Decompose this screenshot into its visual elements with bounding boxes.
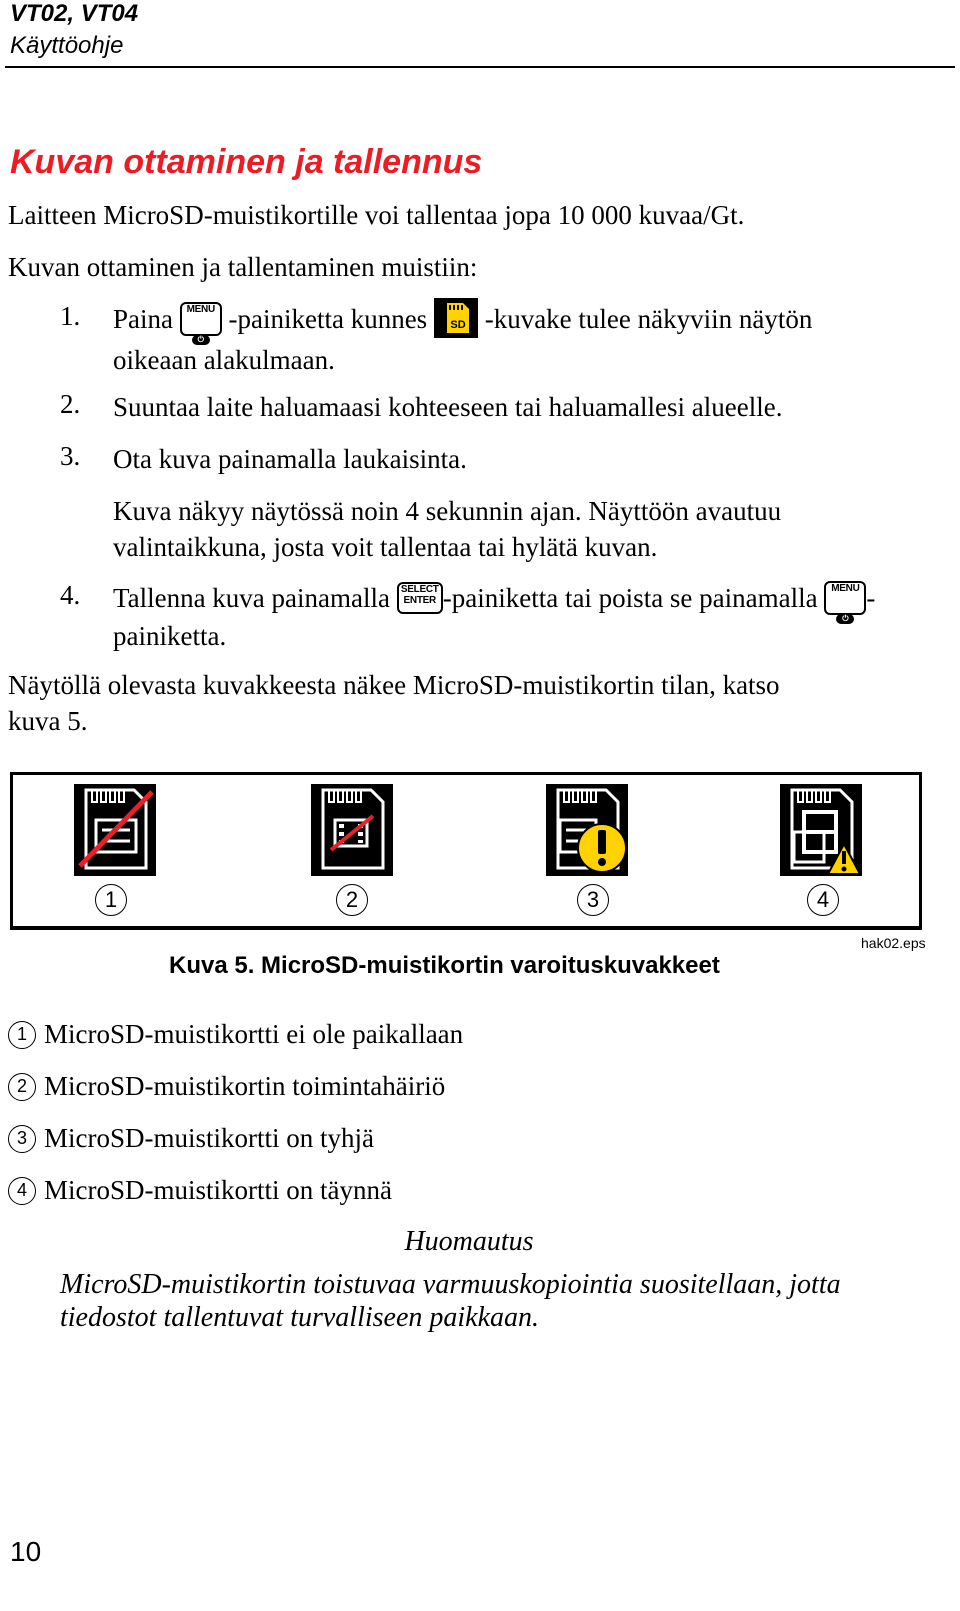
sd-card-malfunction-icon — [311, 784, 393, 876]
legend-text: MicroSD-muistikortti on täynnä — [44, 1175, 392, 1205]
note-heading: Huomautus — [404, 1226, 534, 1257]
legend-item — [8, 1123, 374, 1159]
select-enter-button-icon — [397, 582, 443, 614]
figure-callout-1: 1 — [95, 884, 127, 916]
legend-number: 4 — [8, 1177, 36, 1205]
step-3-text: Ota kuva painamalla laukaisinta. — [113, 444, 467, 474]
sd-card-icon-label: SD — [450, 318, 466, 331]
page-number: 10 — [10, 1536, 42, 1567]
menu-button-label: MENU — [831, 582, 860, 594]
header-document-type: Käyttöohje — [10, 32, 124, 59]
power-symbol-icon: ⏻ — [192, 335, 210, 345]
sd-card-icon-graphic — [434, 298, 478, 338]
legend-number: 3 — [8, 1125, 36, 1153]
note-text — [60, 1268, 920, 1334]
sd-card-empty-icon — [546, 784, 628, 876]
step-4-part-c: - — [866, 583, 876, 613]
menu-button-icon — [824, 581, 866, 623]
step-1-text — [113, 301, 812, 378]
figure-file-name: hak02.eps — [861, 935, 926, 951]
sd-card-missing-icon — [74, 784, 156, 876]
step-4-text — [113, 580, 875, 654]
status-paragraph-line-2: kuva 5. — [8, 706, 88, 736]
step-3-number: 3. — [60, 441, 81, 471]
legend-number: 1 — [8, 1021, 36, 1049]
step-4-part-d: painiketta. — [113, 620, 227, 651]
figure-callout-3: 3 — [577, 884, 609, 916]
step-3-subtext-line-2: valintaikkuna, josta voit tallentaa tai hylätä kuvan. — [113, 532, 658, 562]
header-rule — [5, 66, 955, 68]
status-paragraph — [8, 667, 780, 739]
step-1-part-c: -kuvake tulee näkyviin näytön — [484, 304, 813, 334]
legend-item — [8, 1175, 392, 1211]
step-1-number: 1. — [60, 301, 81, 331]
step-2-number: 2. — [60, 389, 81, 419]
select-button-label: SELECT — [400, 583, 439, 595]
legend-item — [8, 1019, 463, 1055]
figure-caption: Kuva 5. MicroSD-muistikortin varoituskuvakkeet — [169, 952, 720, 979]
step-1-part-b: -painiketta kunnes — [228, 304, 428, 334]
step-4-number: 4. — [60, 580, 81, 610]
legend-text: MicroSD-muistikortti on tyhjä — [44, 1123, 374, 1153]
menu-button-label: MENU — [186, 303, 215, 315]
step-4-part-b: -painiketta tai poista se painamalla — [442, 583, 818, 613]
section-title: Kuvan ottaminen ja tallennus — [10, 143, 483, 181]
step-3-subtext — [113, 493, 781, 565]
figure-callout-2: 2 — [336, 884, 368, 916]
legend-number: 2 — [8, 1073, 36, 1101]
header-model: VT02, VT04 — [10, 0, 139, 27]
step-1-part-a: Paina — [113, 304, 173, 334]
intro-capacity: Laitteen MicroSD-muistikortille voi tallentaa jopa 10 000 kuvaa/Gt. — [8, 200, 745, 230]
sd-card-full-icon — [780, 784, 862, 876]
status-paragraph-line-1: Näytöllä olevasta kuvakkeesta näkee MicroSD-muistikortin tilan, katso — [8, 670, 780, 700]
intro-lead: Kuvan ottaminen ja tallentaminen muistiin: — [8, 252, 478, 282]
note-text-line-1: MicroSD-muistikortin toistuvaa varmuuskopiointia suositellaan, jotta — [60, 1269, 841, 1300]
step-2-text: Suuntaa laite haluamaasi kohteeseen tai haluamallesi alueelle. — [113, 392, 783, 422]
figure-callout-4: 4 — [807, 884, 839, 916]
step-4-part-a: Tallenna kuva painamalla — [113, 583, 390, 613]
note-text-line-2: tiedostot tallentuvat turvalliseen paikkaan. — [60, 1302, 540, 1333]
step-1-part-d: oikeaan alakulmaan. — [113, 344, 335, 375]
menu-button-icon — [180, 302, 222, 344]
legend-text: MicroSD-muistikortin toimintahäiriö — [44, 1071, 446, 1101]
power-symbol-icon: ⏻ — [836, 614, 854, 624]
enter-button-label: ENTER — [403, 594, 436, 606]
sd-card-icon — [434, 298, 478, 338]
legend-item — [8, 1071, 445, 1107]
legend-text: MicroSD-muistikortti ei ole paikallaan — [44, 1019, 464, 1049]
step-3-subtext-line-1: Kuva näkyy näytössä noin 4 sekunnin ajan. Näyttöön avautuu — [113, 496, 782, 526]
